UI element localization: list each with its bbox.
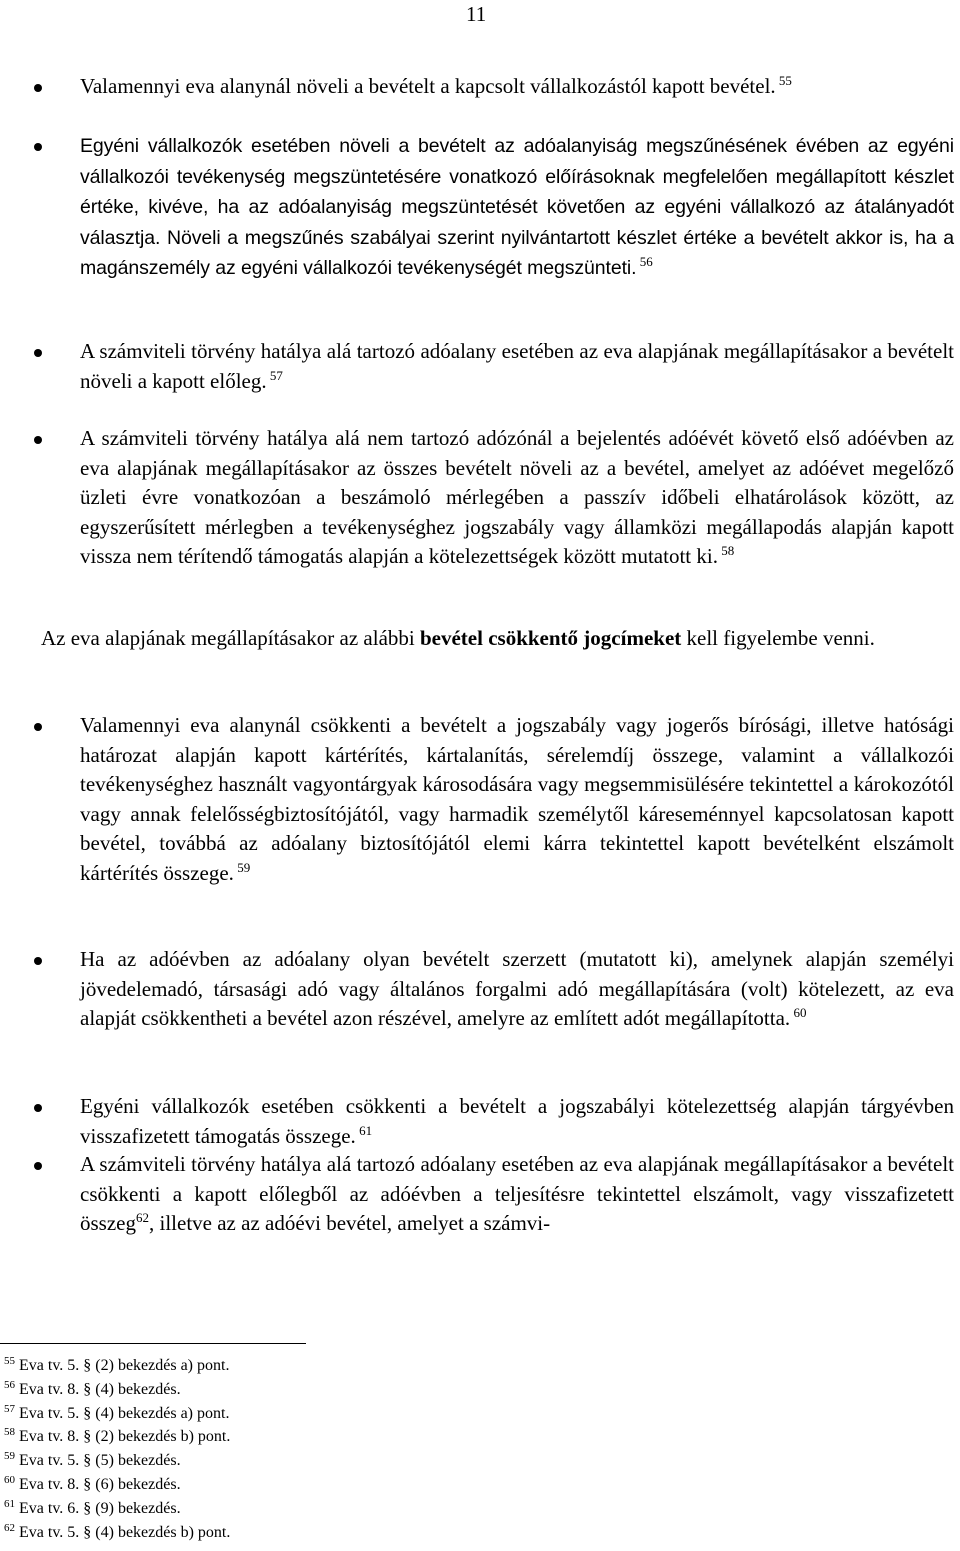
text-segment: , illetve az az adóévi bevétel, amelyet a számvi- (149, 1211, 551, 1235)
decrease-item-text (80, 1150, 954, 1239)
footnote-reference: 55 (775, 73, 792, 88)
footnote-number: 61 (4, 1497, 15, 1510)
bullet-icon (34, 723, 42, 731)
footnote-number: 57 (4, 1402, 15, 1415)
text-segment: Valamennyi eva alanynál növeli a bevételt a kapcsolt vállalkozástól kapott bevétel. (80, 74, 776, 98)
intro-text-before: Az eva alapjának megállapításakor az alábbi (41, 626, 420, 650)
text-segment: A számviteli törvény hatálya alá tartozó adóalany esetében az eva alapjának megállapításakor a bevételt növeli a kapott előleg. (80, 339, 954, 393)
footnote-entry (4, 1354, 230, 1378)
bullet-icon (34, 143, 42, 151)
text-segment: Ha az adóévben az adóalany olyan bevételt szerzett (mutatott ki), amelynek alapján személyi jövedelemadó, társasági adó vagy általános forgalmi adó megállapítására (volt) kötelezett, az eva alapját csökkentheti a bevétel azon részével, amelyre az említett adót megállapította. (80, 947, 954, 1030)
bullet-icon (34, 957, 42, 965)
text-segment: Valamennyi eva alanynál csökkenti a bevételt a jogszabály vagy jogerős bírósági, illetve hatósági határozat alapján kapott kártérítés, kártalanítás, sérelemdíj összege, valamint a vállalkozói tevékenységhez használt vagyontárgyak károsodására vagy megsemmisülésére tekintettel a károkozótól vagy annak felelősségbiztosítójától, vagy harmadik személytől káreseménnyel kapcsolatosan kapott bevétel, továbbá az adóalany biztosítójától elemi kárra tekintettel kapott bevételként elszámolt kártérítés összege. (80, 713, 954, 885)
footnote-separator (0, 1343, 306, 1344)
footnote-number: 55 (4, 1355, 15, 1367)
footnote-reference: 58 (717, 543, 735, 558)
decrease-item-text (80, 711, 954, 888)
bullet-icon (34, 349, 42, 357)
footnote-text: Eva tv. 5. § (4) bekezdés a) pont. (15, 1404, 230, 1422)
footnote-reference: 62 (136, 1210, 149, 1225)
page-number: 11 (466, 2, 487, 26)
text-segment: Növeli a megszűnés szabályai szerint nyilvántartott készlet értéke a bevételt akkor is, ha a magánszemély az egyéni vállalkozói tevékenységét megszünteti. (80, 226, 954, 279)
footnotes (4, 1354, 230, 1544)
footnote-entry (4, 1402, 230, 1426)
footnote-number: 59 (4, 1450, 15, 1463)
footnote-entry (4, 1497, 230, 1521)
bullet-icon (34, 84, 42, 92)
bullet-icon (34, 436, 42, 444)
footnote-text: Eva tv. 5. § (5) bekezdés. (15, 1452, 181, 1470)
decrease-item-text (80, 1092, 954, 1151)
footnote-text: Eva tv. 5. § (2) bekezdés a) pont. (15, 1357, 230, 1374)
footnote-number: 56 (4, 1378, 15, 1391)
footnote-entry (4, 1473, 230, 1497)
footnote-entry (4, 1449, 230, 1473)
footnote-text: Eva tv. 8. § (4) bekezdés. (15, 1380, 181, 1398)
footnote-number: 60 (4, 1473, 15, 1486)
text-segment: Egyéni vállalkozók esetében növeli a bevételt az adóalanyiság megszűnésének évében az egyéni vállalkozói tevékenység megszüntetésére vonatkozó előírásoknak megfelelően megállapított készlet értéke, kivéve, ha az adóalanyiság megszüntetését követően az egyéni vállalkozó az átalányadót választja. (80, 135, 954, 249)
footnote-number: 58 (4, 1426, 15, 1439)
footnote-entry (4, 1378, 230, 1402)
footnote-text: Eva tv. 8. § (2) bekezdés b) pont. (15, 1428, 231, 1446)
increase-item-text (80, 72, 954, 102)
increase-item-text (80, 424, 954, 572)
footnote-entry (4, 1521, 230, 1545)
footnote-text: Eva tv. 8. § (6) bekezdés. (15, 1475, 181, 1493)
increase-item-text (80, 337, 954, 396)
footnote-entry (4, 1425, 230, 1449)
intro-paragraph (41, 624, 954, 654)
footnote-reference: 61 (355, 1122, 373, 1138)
intro-text-after: kell figyelembe venni. (681, 626, 875, 650)
footnote-text: Eva tv. 6. § (9) bekezdés. (15, 1499, 181, 1517)
footnote-reference: 59 (233, 859, 251, 875)
text-segment: A számviteli törvény hatálya alá nem tartozó adózónál a bejelentés adóévét követő első adóévben az eva alapjának megállapításakor az összes bevételt növeli az a bevétel, amelyet az adóévet megelőző üzleti évre vonatkozóan a beszámoló mérlegében a passzív időbeli elhatárolások között, az egyszerűsített mérlegben a tevékenységhez jogszabály vagy államközi megállapodás alapján kapott vissza nem térítendő támogatás alapján a kötelezettségek között mutatott ki. (80, 426, 954, 568)
footnote-reference: 57 (266, 367, 283, 383)
bullet-icon (34, 1104, 42, 1112)
footnote-reference: 60 (790, 1005, 807, 1020)
bullet-icon (34, 1162, 42, 1170)
text-segment: A számviteli törvény hatálya alá tartozó adóalany esetében az eva alapjának megállapításakor a bevételt csökkenti a kapott előlegből az adóévben a teljesítésre tekintettel elszámolt, vagy visszafizetett összeg (80, 1152, 954, 1235)
footnote-number: 62 (4, 1521, 15, 1534)
decrease-item-text (80, 945, 954, 1034)
footnote-reference: 56 (636, 254, 653, 269)
increase-item-text (80, 131, 954, 284)
footnote-text: Eva tv. 5. § (4) bekezdés b) pont. (15, 1523, 231, 1541)
intro-bold-text: bevétel csökkentő jogcímeket (419, 626, 682, 650)
text-segment: Egyéni vállalkozók esetében csökkenti a bevételt a jogszabályi kötelezettség alapján tárgyévben visszafizetett támogatás összege. (80, 1094, 954, 1148)
